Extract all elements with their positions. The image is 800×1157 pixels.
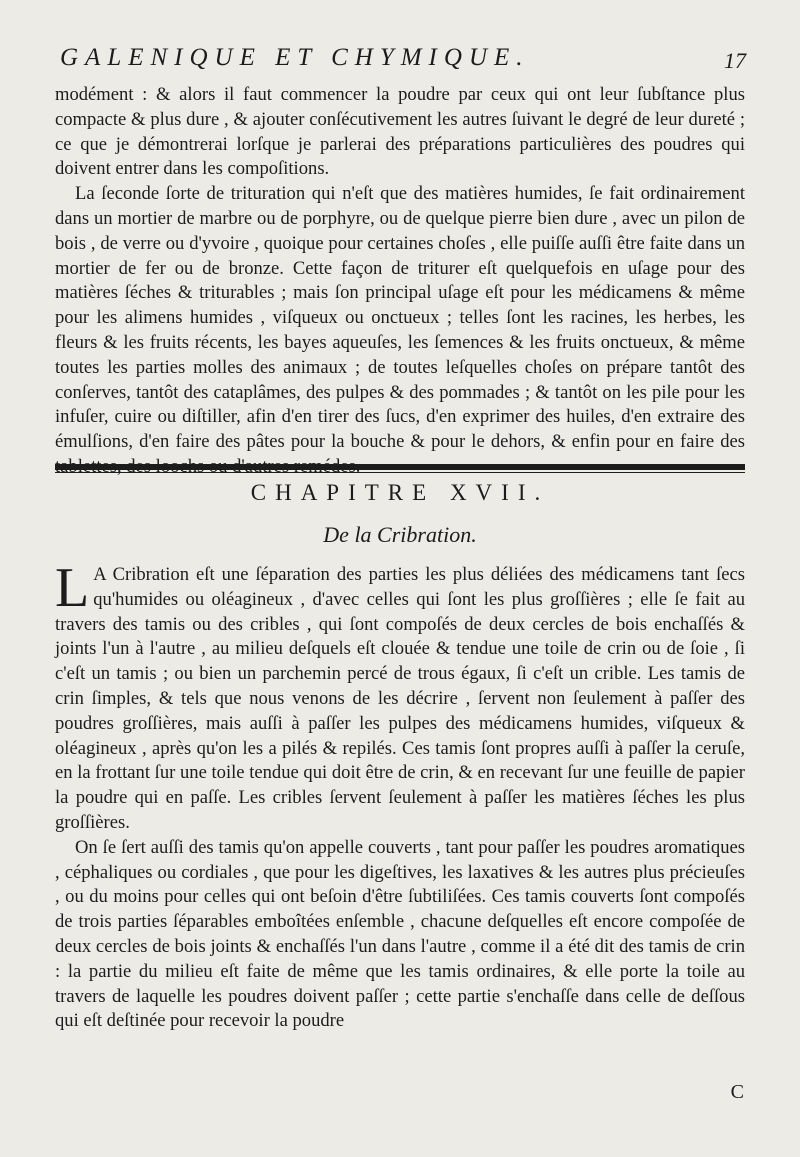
chapter-title: CHAPITRE XVII. — [250, 480, 550, 505]
chapter-subtitle: De la Cribration. — [323, 522, 477, 547]
chapter-divider-rule — [55, 464, 745, 470]
drop-cap: L — [55, 557, 90, 619]
paragraph: La ſeconde ſorte de trituration qui n'eſt que des matières humides, ſe fait ordinairement dans un mortier de marbre ou de porphyre, ou de quelque pierre bien dure , avec un pilon de bois , de verre ou d'yvoire , quoique pour certaines choſes , elle puiſſe auſſi être faite dans un mortier de fer ou de bronze. Cette façon de triturer eſt quelquefois en uſage pour des matières ſéches & triturables ; mais ſon principal uſage eſt pour les médicamens & même pour les alimens humides , viſqueux ou onctueux ; telles ſont les racines, les herbes, les fleurs & les fruits récents, les bayes aqueuſes, les ſemences & les fruits onctueux, & même toutes les parties molles des animaux ; de toutes leſquelles choſes on prépare tantôt des conſerves, tantôt des cataplâmes, des pulpes & des pommades ; & tantôt on les pile pour les infuſer, cuire ou diſtiller, afin d'en tirer des ſucs, d'en exprimer des huiles, d'en extraire des émulſions, d'en faire des pâtes pour la bouche & pour le dehors, & enfin pour en faire des — [55, 183, 745, 453]
paragraph-text: A Cribration eſt une ſéparation des parties les plus déliées des médicamens tant ſecs qu'humides ou oléagineux , d'avec celles qui ſont les plus groſſières ; elle ſe fait au travers des tamis ou des cribles , qui ſont compoſés de deux cercles de bois enchaſſés & joints l'un à l'autre , au milieu deſquels eſt clouée & tendue une toile de crin ou de ſoie , ſi c'eſt un tamis ; ou bien un parchemin percé de trous égaux, ſi c'eſt un crible. Les tamis de crin ſimples, & tels que nous venons de les décrire , ſervent non ſeulement à paſſer des poudres groſſières, mais auſſi à paſſer les pulpes des médicamens humides, viſqueux & oléagineux , après qu'on les a pilés & repilés. Ces tamis ſont propres auſſi à paſſer la ceruſe, en la frottant ſur une toile tendue qui doit être de crin, & en recevant ſur une feuille de papier la poudre qui en paſſe. Les cribles ſervent ſeulement à paſſer les matières ſéches les plus groſſières. — [55, 564, 745, 833]
paragraph — [55, 557, 745, 836]
running-title: GALENIQUE ET CHYMIQUE. — [60, 44, 530, 71]
continued-text-block — [55, 83, 745, 480]
page-number: 17 — [724, 48, 746, 73]
signature-mark: C — [730, 1081, 744, 1103]
paragraph: modément : & alors il faut commencer la poudre par ceux qui ont leur ſubſtance plus compacte & plus dure , & ajouter conſécutivement les autres ſuivant le degré de leur dureté ; ce que je démontrerai lorſque je parlerai des préparations particulières des poudres qui doivent entrer dans les compoſitions. — [55, 84, 745, 180]
chapter-text-block — [55, 557, 745, 1034]
paragraph: On ſe ſert auſſi des tamis qu'on appelle couverts , tant pour paſſer les poudres aromatiques , céphaliques ou cordiales , que pour les digeſtives, les laxatives & les autres plus précieuſes , ou du moins pour celles qui ont beſoin d'être ſubtiliſées. Ces tamis couverts ſont compoſés de trois parties ſéparables emboîtées enſemble , chacune deſquelles eſt encore compoſée de deux cercles de bois joints & enchaſſés l'un dans l'autre , comme il a été dit des tamis de crin : la partie du milieu eſt faite de même que les tamis ordinaires, & elle porte la toile au travers de laquelle les poudres doivent paſſer ; cette partie s'enchaſſe dans celle de deſſous qui eſt deſtinée pour recevoir la poudre — [55, 836, 745, 1032]
page-header — [60, 44, 746, 80]
